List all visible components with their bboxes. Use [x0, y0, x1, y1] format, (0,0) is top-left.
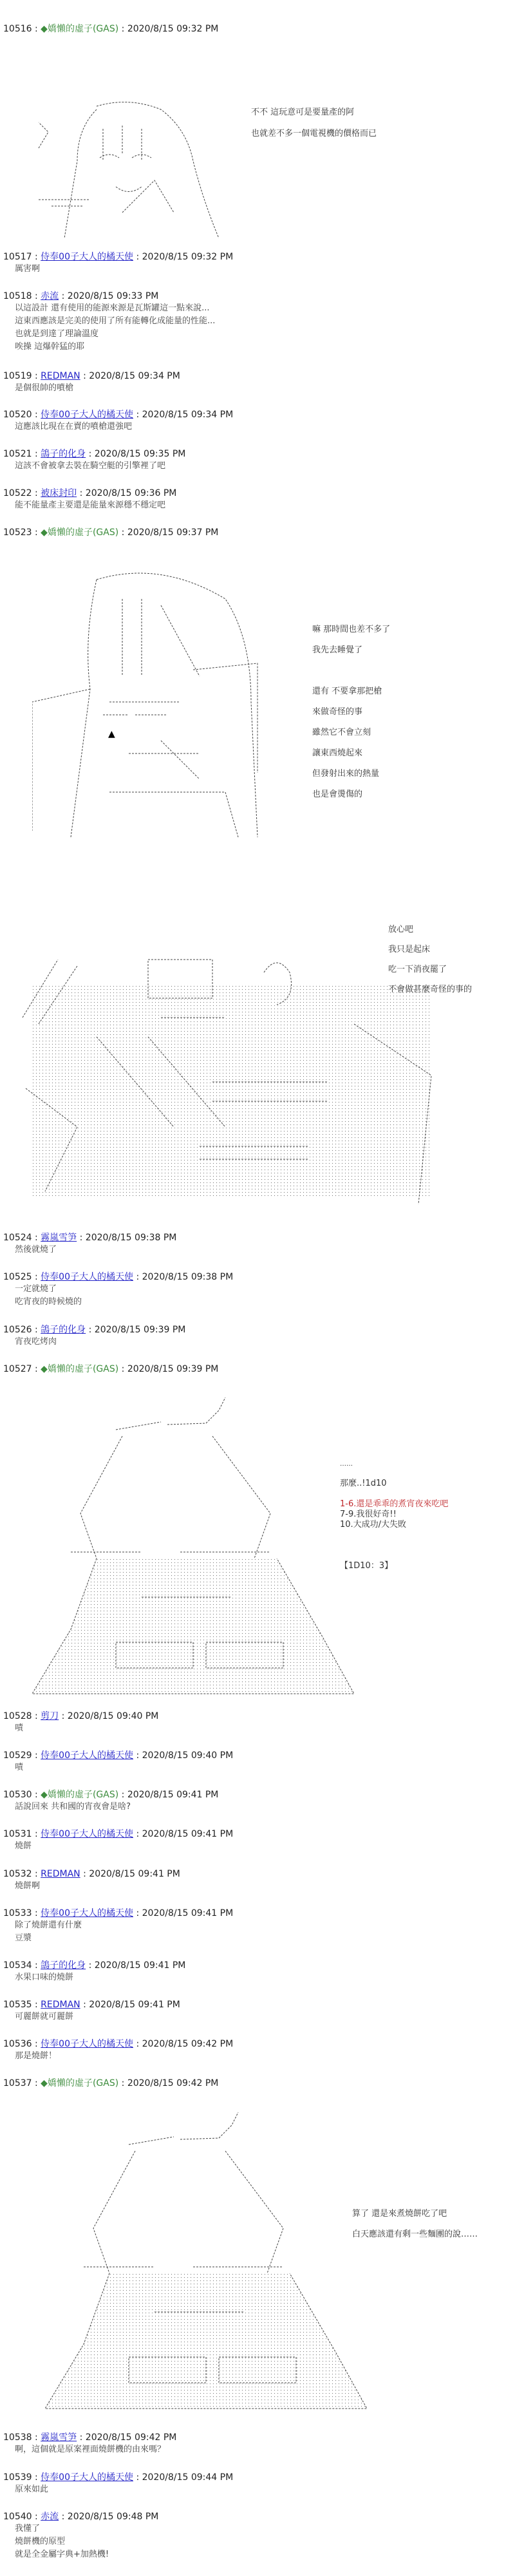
post-number: 10535 [3, 2000, 32, 2010]
post-time: 2020/8/15 09:33 PM [67, 291, 159, 301]
post-header [3, 2038, 233, 2050]
post-line: 我懂了 [15, 2524, 41, 2533]
dialogue-line: 算了 還是來煮燒餅吃了吧 [352, 2209, 447, 2219]
post-line: 唉操 這爆幹猛的耶 [15, 342, 85, 352]
post-body [15, 2443, 165, 2456]
post-body [15, 1244, 57, 1256]
post-body [15, 460, 165, 473]
post-header [3, 2078, 218, 2089]
post-header [3, 1750, 233, 1761]
dialogue-line: 但發射出來的熱量 [312, 769, 380, 779]
separator: : [32, 1790, 41, 1800]
post-time: 2020/8/15 09:41 PM [142, 1829, 234, 1839]
post-time: 2020/8/15 09:40 PM [142, 1750, 234, 1761]
user-link[interactable]: 侍奉00子大人的橘天使 [41, 410, 133, 420]
post-line: 話說回來 共和國的宵夜會是啥? [15, 1802, 131, 1812]
post-header [3, 1868, 180, 1880]
post-time: 2020/8/15 09:40 PM [67, 1711, 159, 1721]
ascii-art-girl-2 [32, 560, 290, 844]
post-header [3, 1960, 185, 1971]
post-line: 就是全金屬字典+加熱機! [15, 2550, 109, 2559]
post-line: 然後就燒了 [15, 1245, 57, 1255]
post-time: 2020/8/15 09:41 PM [142, 1908, 234, 1918]
post-line: 能不能量產主要還是能量來源穩不穩定吧 [15, 500, 166, 510]
ascii-art-girl-1 [26, 71, 219, 238]
separator: : [80, 2000, 89, 2010]
post-number: 10538 [3, 2432, 32, 2443]
post-line: 那是燒餅！ [15, 2051, 57, 2061]
post-body [15, 2050, 57, 2063]
post-time: 2020/8/15 09:35 PM [94, 449, 186, 459]
separator: : [118, 1790, 127, 1800]
separator: : [133, 1750, 142, 1761]
separator: : [32, 488, 41, 498]
post-body [15, 1880, 40, 1893]
post-header [3, 448, 185, 460]
separator: : [86, 449, 95, 459]
post-header [3, 488, 176, 499]
post-number: 10528 [3, 1711, 32, 1721]
separator: : [59, 2512, 68, 2522]
post-header [3, 251, 233, 263]
post-number: 10530 [3, 1790, 32, 1800]
dialogue-line: 雖然它不會立刻 [312, 728, 371, 737]
separator: : [77, 1233, 86, 1243]
separator: : [32, 1711, 41, 1721]
post-time: 2020/8/15 09:44 PM [142, 2472, 234, 2483]
post-header [3, 23, 218, 35]
post-header [3, 2511, 158, 2523]
author-name: 嬌懶的虛子(GAS) [47, 527, 119, 538]
separator: : [32, 2000, 41, 2010]
dialogue-line: 不不 這玩意可是要量產的阿 [251, 108, 355, 117]
separator: : [32, 2512, 41, 2522]
user-link[interactable]: 侍奉00子大人的橘天使 [41, 1750, 133, 1761]
post-body [15, 1971, 73, 1984]
post-line: 這應該比現在在賣的噴槍還強吧 [15, 422, 133, 431]
user-link[interactable]: 侍奉00子大人的橘天使 [41, 2472, 133, 2483]
separator: : [32, 1364, 41, 1374]
user-link[interactable]: REDMAN [41, 371, 80, 381]
art-dialogue [251, 102, 377, 144]
author-diamond-icon: ◆ [41, 24, 48, 34]
separator: : [133, 410, 142, 420]
post-time: 2020/8/15 09:38 PM [85, 1233, 177, 1243]
post-body [15, 2523, 109, 2561]
post-time: 2020/8/15 09:34 PM [89, 371, 180, 381]
author-diamond-icon: ◆ [41, 1364, 48, 1374]
post-time: 2020/8/15 09:32 PM [127, 24, 219, 34]
post-header [3, 1232, 176, 1244]
separator: : [133, 2472, 142, 2483]
dice-option-3: 10.大成功/大失敗 [340, 1520, 407, 1530]
user-link[interactable]: 侍奉00子大人的橘天使 [41, 1272, 133, 1282]
post-line: 這該不會被拿去裝在騎空艇的引擎裡了吧 [15, 461, 166, 471]
post-time: 2020/8/15 09:41 PM [127, 1790, 219, 1800]
separator: : [133, 1272, 142, 1282]
post-number: 10531 [3, 1829, 32, 1839]
separator: : [32, 449, 41, 459]
dice-result: 【1D10：3】 [340, 1561, 393, 1571]
post-header [3, 409, 233, 421]
post-time: 2020/8/15 09:42 PM [85, 2432, 177, 2443]
art-dialogue [388, 920, 472, 999]
post-time: 2020/8/15 09:32 PM [142, 252, 234, 262]
post-line: 嘖 [15, 1723, 24, 1733]
user-link[interactable]: 赤流 [41, 291, 59, 301]
author-name: 嬌懶的虛子(GAS) [47, 2078, 119, 2088]
post-body [15, 2483, 48, 2496]
post-body [15, 1919, 82, 1945]
separator: : [32, 252, 41, 262]
post-line: 燒餅 [15, 1841, 32, 1851]
post-time: 2020/8/15 09:42 PM [142, 2039, 234, 2049]
post-header [3, 290, 158, 302]
post-body [15, 263, 40, 276]
post-line: 這東西應該是完美的使用了所有能轉化成能量的性能... [15, 316, 216, 326]
post-line: 燒餅機的原型 [15, 2537, 66, 2546]
post-line: 一定就燒了 [15, 1284, 57, 1294]
separator: : [32, 410, 41, 420]
post-body [15, 382, 73, 395]
separator: : [86, 1960, 95, 1971]
dialogue-line: 吃一下消夜罷了 [388, 965, 447, 974]
post-line: 也就是到達了理論溫度 [15, 329, 99, 339]
separator: : [32, 291, 41, 301]
separator: : [32, 1272, 41, 1282]
post-body [15, 1722, 23, 1735]
separator: : [133, 1908, 142, 1918]
post-header [3, 527, 218, 538]
separator: : [86, 1325, 95, 1335]
user-link[interactable]: 鴿子的化身 [41, 1960, 86, 1971]
separator: : [32, 1869, 41, 1879]
post-line: 豆漿 [15, 1933, 32, 1943]
separator: : [59, 1711, 68, 1721]
separator: : [133, 2039, 142, 2049]
dialogue-line: 也是會燙傷的 [312, 790, 363, 799]
post-body [15, 302, 215, 354]
user-link[interactable]: 侍奉00子大人的橘天使 [41, 1829, 133, 1839]
art-dialogue [312, 620, 390, 805]
user-link[interactable]: 被床封印 [41, 488, 77, 498]
author-name: 嬌懶的虛子(GAS) [47, 1790, 119, 1800]
post-number: 10529 [3, 1750, 32, 1761]
post-header [3, 370, 180, 382]
post-line: 厲害啊 [15, 264, 41, 274]
post-number: 10524 [3, 1233, 32, 1243]
post-number: 10527 [3, 1364, 32, 1374]
post-body [15, 2011, 73, 2023]
separator: : [133, 252, 142, 262]
post-number: 10536 [3, 2039, 32, 2049]
dialogue-line: …… [340, 1461, 353, 1468]
author-name: 嬌懶的虛子(GAS) [47, 1364, 119, 1374]
separator: : [32, 1233, 41, 1243]
post-time: 2020/8/15 09:48 PM [67, 2512, 159, 2522]
post-number: 10516 [3, 24, 32, 34]
post-body [15, 1801, 131, 1814]
post-number: 10533 [3, 1908, 32, 1918]
post-header [3, 1999, 180, 2011]
post-time: 2020/8/15 09:34 PM [142, 410, 234, 420]
separator: : [32, 1960, 41, 1971]
separator: : [118, 24, 127, 34]
user-link[interactable]: 侍奉00子大人的橘天使 [41, 252, 133, 262]
ascii-art-girl-bow-1 [32, 1391, 354, 1700]
dialogue-line: 我只是起床 [388, 945, 431, 954]
post-number: 10525 [3, 1272, 32, 1282]
post-time: 2020/8/15 09:36 PM [85, 488, 177, 498]
author-name: 嬌懶的虛子(GAS) [47, 24, 119, 34]
art-dialogue [340, 1459, 448, 1571]
author-diamond-icon: ◆ [41, 1790, 48, 1800]
post-header [3, 2432, 176, 2443]
dialogue-line: 不會做甚麼奇怪的事的 [388, 985, 473, 994]
post-line: 宵夜吃烤肉 [15, 1337, 57, 1347]
separator: : [32, 2472, 41, 2483]
post-body [15, 421, 132, 433]
post-time: 2020/8/15 09:39 PM [127, 1364, 219, 1374]
separator: : [32, 24, 41, 34]
post-line: 嘖 [15, 1763, 24, 1772]
separator: : [118, 527, 127, 538]
post-line: 以這設計 還有使用的能源來源是瓦斯罐這一點來說... [15, 303, 210, 313]
dialogue-line: 也就差不多一個電視機的價格而已 [251, 129, 377, 138]
post-number: 10532 [3, 1869, 32, 1879]
post-line: 啊，這個就是原案裡面燒餅機的由來嗎？ [15, 2445, 166, 2454]
post-body [15, 1283, 82, 1309]
dice-option-2: 7-9.我很好奇!! [340, 1510, 397, 1519]
triangle-icon: ▲ [108, 729, 115, 739]
post-header [3, 2472, 233, 2483]
user-link[interactable]: REDMAN [41, 1869, 80, 1879]
post-header [3, 1363, 218, 1375]
post-time: 2020/8/15 09:41 PM [89, 2000, 180, 2010]
post-header [3, 1324, 185, 1336]
post-header [3, 1710, 158, 1722]
art-dialogue [352, 2204, 478, 2245]
post-number: 10518 [3, 291, 32, 301]
separator: : [32, 527, 41, 538]
ascii-art-girl-bow-2 [45, 2106, 367, 2415]
user-link[interactable]: 赤流 [41, 2512, 59, 2522]
post-body [15, 1840, 32, 1853]
post-time: 2020/8/15 09:38 PM [142, 1272, 234, 1282]
dialogue-line: 嘛 那時間也差不多了 [312, 625, 391, 634]
dialogue-line: 白天應該還有剩一些麵團的說…… [352, 2230, 478, 2239]
dialogue-line: 放心吧 [388, 925, 414, 934]
author-diamond-icon: ◆ [41, 527, 48, 538]
dialogue-line: 那麼..!1d10 [340, 1479, 387, 1488]
dialogue-line: 我先去睡覺了 [312, 645, 363, 655]
post-line: 除了燒餅還有什麼 [15, 1920, 82, 1930]
post-line: 是個很帥的噴槍 [15, 383, 74, 393]
dialogue-line: 還有 不要拿那把槍 [312, 687, 382, 696]
post-number: 10540 [3, 2512, 32, 2522]
post-body [15, 1761, 23, 1774]
post-header [3, 1271, 233, 1283]
ascii-art-eating [19, 934, 444, 1204]
separator: : [32, 371, 41, 381]
post-number: 10521 [3, 449, 32, 459]
separator: : [32, 1325, 41, 1335]
separator: : [80, 371, 89, 381]
dialogue-line: 來做奇怪的事 [312, 707, 363, 717]
post-number: 10522 [3, 488, 32, 498]
dialogue-line: 讓東西燒起來 [312, 748, 363, 758]
post-number: 10526 [3, 1325, 32, 1335]
separator: : [118, 1364, 127, 1374]
user-link[interactable]: 鴿子的化身 [41, 449, 86, 459]
post-number: 10534 [3, 1960, 32, 1971]
separator: : [59, 291, 68, 301]
post-body [15, 1336, 57, 1349]
post-line: 燒餅啊 [15, 1881, 41, 1891]
post-line: 原來如此 [15, 2485, 49, 2494]
post-header [3, 1908, 233, 1919]
user-link[interactable]: REDMAN [41, 2000, 80, 2010]
post-time: 2020/8/15 09:41 PM [89, 1869, 180, 1879]
separator: : [133, 1829, 142, 1839]
post-number: 10523 [3, 527, 32, 538]
user-link[interactable]: 霧嵐雪笋 [41, 1233, 77, 1243]
separator: : [118, 2078, 127, 2088]
separator: : [32, 1908, 41, 1918]
post-header [3, 1828, 233, 1840]
separator: : [77, 488, 86, 498]
post-time: 2020/8/15 09:41 PM [94, 1960, 186, 1971]
post-header [3, 1789, 218, 1801]
separator: : [32, 2432, 41, 2443]
post-line: 吃宵夜的時候燒的 [15, 1297, 82, 1307]
user-link[interactable]: 侍奉00子大人的橘天使 [41, 2039, 133, 2049]
separator: : [77, 2432, 86, 2443]
user-link[interactable]: 鴿子的化身 [41, 1325, 86, 1335]
post-number: 10520 [3, 410, 32, 420]
dice-option-1: 1-6.還是乖乖的煮宵夜來吃吧 [340, 1499, 449, 1509]
separator: : [32, 1829, 41, 1839]
post-time: 2020/8/15 09:42 PM [127, 2078, 219, 2088]
post-number: 10519 [3, 371, 32, 381]
post-body [15, 499, 165, 512]
user-link[interactable]: 侍奉00子大人的橘天使 [41, 1908, 133, 1918]
post-line: 水果口味的燒餅 [15, 1973, 74, 1982]
separator: : [32, 2039, 41, 2049]
separator: : [32, 2078, 41, 2088]
post-number: 10539 [3, 2472, 32, 2483]
separator: : [32, 1750, 41, 1761]
post-line: 可麗餅就可麗餅 [15, 2012, 74, 2022]
user-link[interactable]: 霧嵐雪笋 [41, 2432, 77, 2443]
post-time: 2020/8/15 09:39 PM [94, 1325, 186, 1335]
post-time: 2020/8/15 09:37 PM [127, 527, 219, 538]
separator: : [80, 1869, 89, 1879]
post-number: 10537 [3, 2078, 32, 2088]
post-number: 10517 [3, 252, 32, 262]
user-link[interactable]: 剪刀 [41, 1711, 59, 1721]
author-diamond-icon: ◆ [41, 2078, 48, 2088]
